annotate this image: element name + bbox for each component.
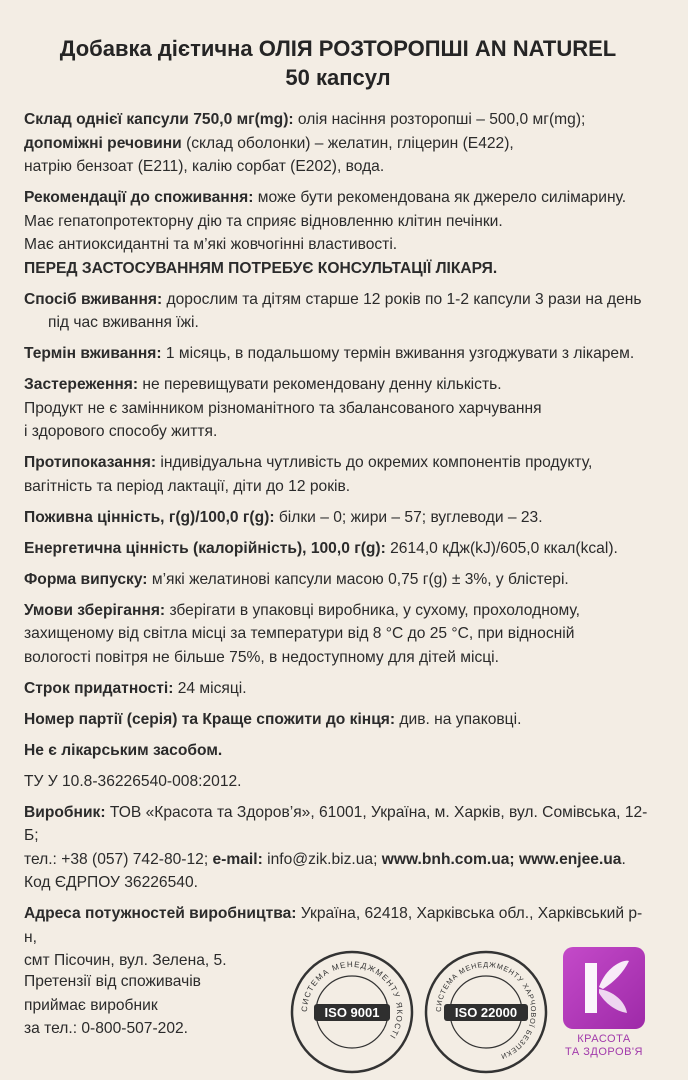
contraindications-text-2: вагітність та період лактації, діти до 12 років. — [24, 477, 351, 495]
iso-22000-code: ISO 22000 — [454, 1005, 518, 1020]
manufacturer-phone: тел.: +38 (057) 742-80-12; — [24, 850, 213, 868]
nutrition-label: Поживна цінність, г(g)/100,0 г(g): — [24, 508, 275, 526]
butterfly-icon — [563, 947, 645, 1029]
storage-section — [24, 599, 652, 670]
iso-9001-ring-text: СИСТЕМА МЕНЕДЖМЕНТУ ЯКОСТІ — [299, 959, 405, 1042]
caution-section — [24, 373, 652, 444]
shelf-life-section — [24, 677, 652, 701]
recommendations-text: може бути рекомендована як джерело силімарину. — [253, 189, 627, 206]
batch-section — [24, 708, 652, 732]
svg-text:СИСТЕМА МЕНЕДЖМЕНТУ ЯКОСТІ — [300, 960, 404, 1041]
not-drug-text: Не є лікарським засобом. — [24, 741, 223, 759]
form-section — [24, 568, 652, 592]
email-link[interactable]: info@zik.biz.ua; — [262, 850, 382, 868]
form-label: Форма випуску: — [24, 570, 148, 588]
shelf-life-text: 24 місяці. — [173, 679, 247, 697]
doctor-warning: ПЕРЕД ЗАСТОСУВАННЯМ ПОТРЕБУЄ КОНСУЛЬТАЦІЇ ЛІКАРЯ. — [24, 259, 498, 277]
caution-label: Застереження: — [24, 376, 139, 393]
product-title: Добавка дієтична ОЛІЯ РОЗТОРОПШІ AN NATUREL — [59, 36, 617, 61]
storage-text-2: захищеному від світла місці за температури від 8 °С до 25 °С, при відносній — [24, 625, 575, 642]
recommendations-section — [24, 186, 652, 280]
composition-text: олія насіння розторопші – 500,0 мг(mg); — [293, 111, 586, 128]
batch-label: Номер партії (серія) та Краще спожити до кінця: — [24, 710, 396, 728]
site-link-bnh[interactable]: www.bnh.com.ua — [381, 850, 510, 868]
energy-text: 2614,0 кДж(kJ)/605,0 ккал(kcal). — [385, 539, 618, 557]
excipients-label: допоміжні речовини — [24, 134, 182, 152]
site-link-enjee[interactable]: www.enjee.ua — [518, 850, 622, 868]
usage-label: Спосіб вживання: — [24, 290, 163, 308]
energy-label: Енергетична цінність (калорійність), 100,0 г(g): — [24, 539, 386, 557]
product-quantity: 50 капсул — [285, 65, 391, 90]
term-section — [24, 342, 652, 366]
claims-line-3: за тел.: 0-800-507-202. — [24, 1020, 189, 1037]
contraindications-section — [24, 451, 652, 498]
claims-block — [24, 970, 201, 1041]
usage-text: дорослим та дітям старше 12 років по 1-2 капсули 3 рази на день — [162, 290, 642, 308]
nutrition-text: білки – 0; жири – 57; вуглеводи – 23. — [274, 508, 543, 526]
iso-22000-stamp — [422, 948, 550, 1076]
recommendations-text-2: Має гепатопротекторну дію та сприяє відновленню клітин печінки. — [24, 212, 503, 230]
storage-text-3: вологості повітря не більше 75%, в недоступному для дітей місці. — [24, 648, 499, 666]
brand-name — [554, 1033, 654, 1059]
storage-label: Умови зберігання: — [24, 601, 166, 619]
site-separator: ; — [509, 850, 519, 868]
iso-22000-ring-text: СИСТЕМА МЕНЕДЖМЕНТУ ХАРЧОВОЇ БЕЗПЕКИ — [433, 959, 539, 1062]
usage-section — [24, 288, 652, 335]
composition-label: Склад однієї капсули 750,0 мг(mg): — [24, 111, 294, 128]
facility-text: Україна, 62418, Харківська обл., Харківський р-н, — [24, 905, 643, 946]
recommendations-label: Рекомендації до споживання: — [24, 189, 254, 206]
iso-9001-stamp — [288, 948, 416, 1076]
brand-name-line-2: ТА ЗДОРОВ'Я — [565, 1046, 643, 1058]
excipients-text-2: натрію бензоат (Е211), калію сорбат (Е202), вода. — [24, 158, 385, 175]
not-drug-notice — [24, 739, 652, 763]
facility-text-2: смт Пісочин, вул. Зелена, 5. — [24, 952, 227, 969]
manufacturer-section — [24, 801, 652, 895]
term-label: Термін вживання: — [24, 345, 162, 362]
manufacturer-label: Виробник: — [24, 803, 106, 821]
caution-text: не перевищувати рекомендовану денну кількість. — [138, 376, 502, 393]
caution-text-3: і здорового способу життя. — [24, 423, 218, 440]
brand-logo — [554, 947, 654, 1059]
shelf-life-label: Строк придатності: — [24, 679, 174, 697]
excipients-text: (склад оболонки) – желатин, гліцерин (Е422), — [181, 134, 514, 152]
site-dot: . — [621, 850, 626, 868]
manufacturer-code: Код ЄДРПОУ 36226540. — [24, 874, 198, 891]
recommendations-text-3: Має антиоксидантні та м’які жовчогінні властивості. — [24, 236, 398, 253]
form-text: м’які желатинові капсули масою 0,75 г(g) ± 3%, у блістері. — [147, 570, 569, 588]
batch-text: див. на упаковці. — [395, 710, 522, 728]
facility-label: Адреса потужностей виробництва: — [24, 905, 297, 922]
iso-9001-code: ISO 9001 — [324, 1005, 380, 1020]
contraindications-text: індивідуальна чутливість до окремих компонентів продукту, — [156, 454, 593, 471]
usage-text-2: під час вживання їжі. — [48, 314, 199, 331]
contraindications-label: Протипоказання: — [24, 454, 157, 471]
composition-section — [24, 108, 652, 179]
brand-name-line-1: КРАСОТА — [577, 1033, 631, 1045]
manufacturer-text: ТОВ «Красота та Здоров’я», 61001, Україна, м. Харків, вул. Сомівська, 12-Б; — [24, 803, 648, 844]
caution-text-2: Продукт не є замінником різноманітного та збалансованого харчування — [24, 399, 542, 417]
claims-line-2: приймає виробник — [24, 996, 158, 1014]
claims-line-1: Претензії від споживачів — [24, 973, 201, 990]
term-text: 1 місяць, в подальшому термін вживання узгоджувати з лікарем. — [161, 345, 635, 362]
tu-section — [24, 770, 652, 794]
tu-text: ТУ У 10.8-36226540-008:2012. — [24, 772, 242, 790]
email-label: e-mail: — [212, 850, 263, 868]
storage-text: зберігати в упаковці виробника, у сухому, прохолодному, — [165, 601, 580, 619]
nutrition-section — [24, 506, 652, 530]
energy-section — [24, 537, 652, 561]
